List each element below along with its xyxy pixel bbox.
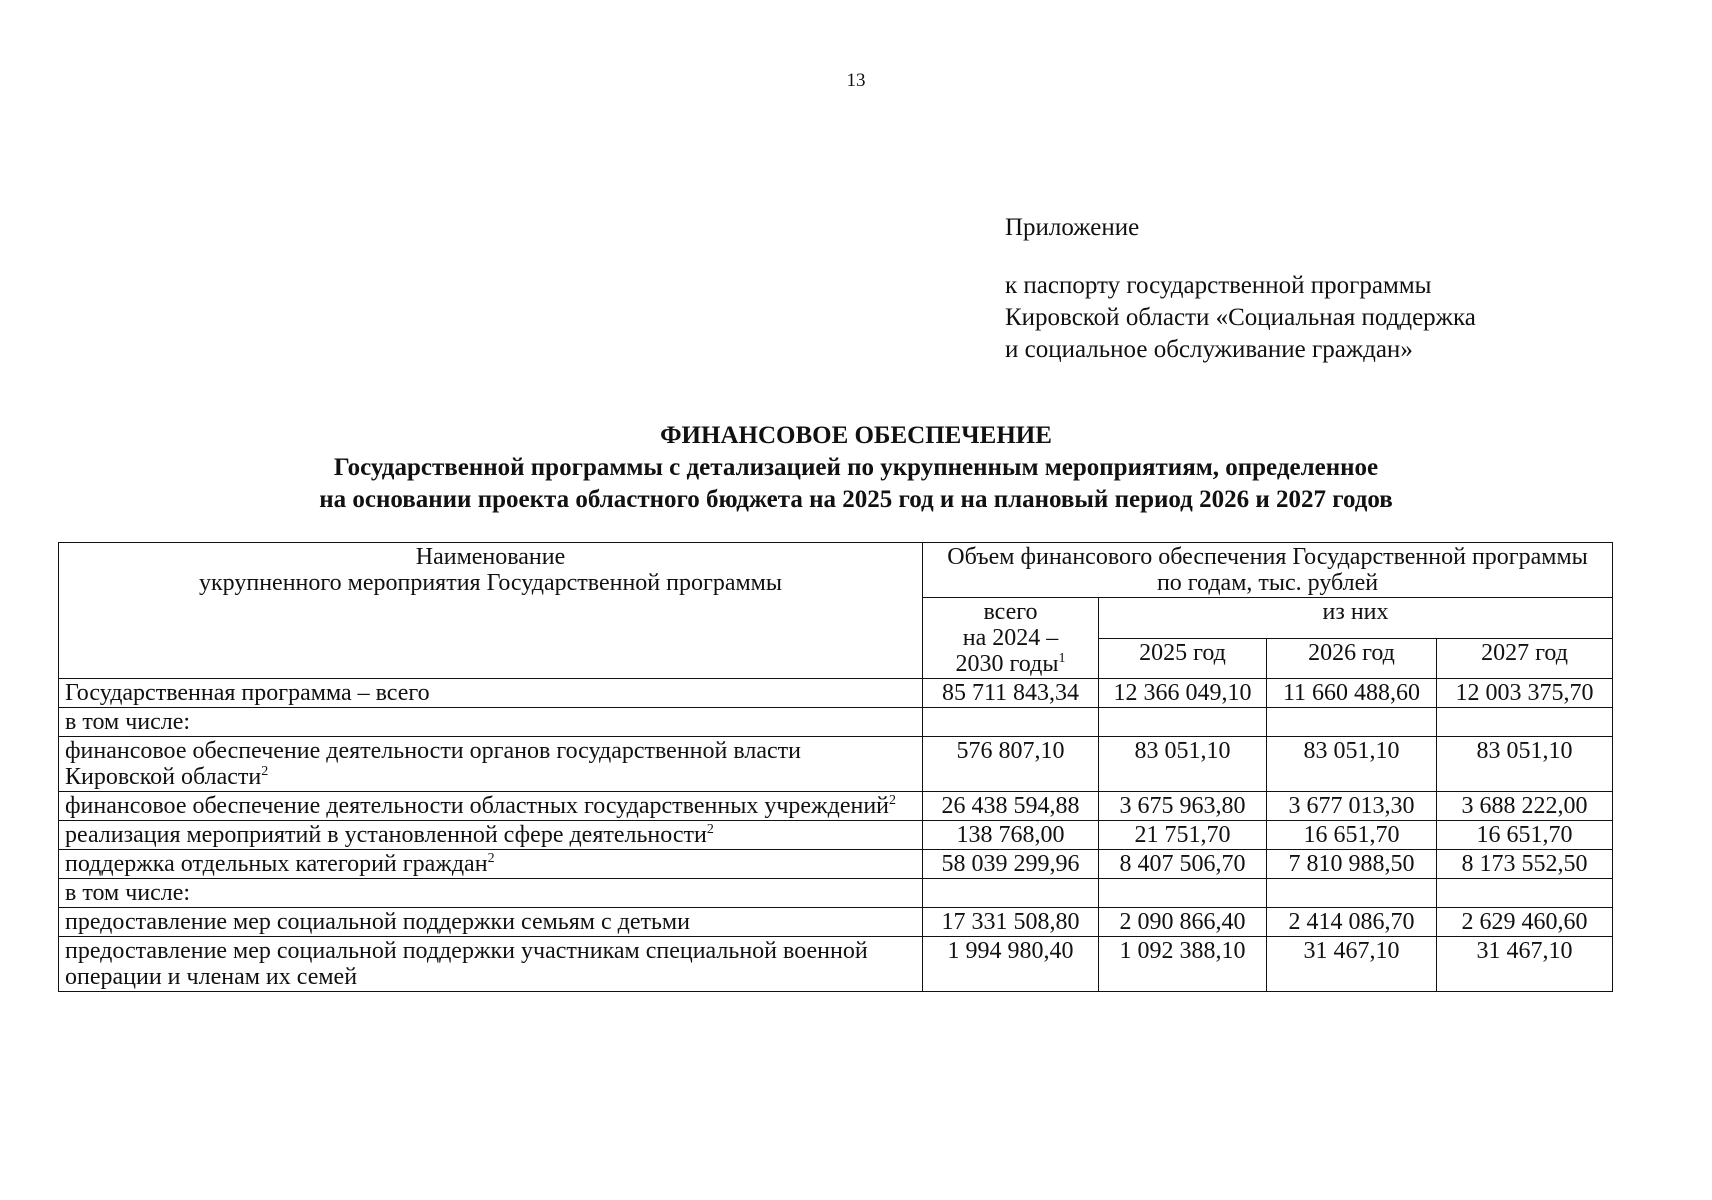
row-total-cell (923, 879, 1099, 908)
row-name-cell (59, 679, 923, 708)
footnote-marker: 1 (1058, 651, 1066, 666)
financing-table (58, 542, 1613, 992)
header-volume-line: по годам, тыс. рублей (1156, 570, 1379, 596)
row-2027-cell: 16 651,70 (1437, 821, 1613, 850)
table-row (59, 879, 1613, 908)
footnote-marker: 2 (706, 822, 714, 837)
row-name: реализация мероприятий в установленной сфере деятельности (65, 822, 707, 848)
title-sub-line: Государственной программы с детализацией по укрупненным мероприятиям, определенное (333, 454, 1379, 481)
row-2026-cell (1267, 879, 1437, 908)
row-total-cell: 1 994 980,40 (923, 937, 1099, 992)
header-volume-line: Объем финансового обеспечения Государственной программы (947, 544, 1588, 570)
table-row (59, 708, 1613, 737)
row-2026-cell: 2 414 086,70 (1267, 908, 1437, 937)
row-total-cell: 85 711 843,34 (923, 679, 1099, 708)
row-total-cell: 576 807,10 (923, 737, 1099, 792)
row-2025-cell: 2 090 866,40 (1099, 908, 1267, 937)
row-name: в том числе: (65, 880, 191, 906)
row-2025-cell: 21 751,70 (1099, 821, 1267, 850)
appendix-line: Кировской области «Социальная поддержка (1005, 304, 1476, 331)
header-total-line (929, 651, 1092, 677)
row-name: поддержка отдельных категорий граждан (65, 851, 488, 877)
row-2025-cell (1099, 879, 1267, 908)
row-name: Государственная программа – всего (65, 680, 430, 706)
row-2027-cell: 8 173 552,50 (1437, 850, 1613, 879)
row-2026-cell: 3 677 013,30 (1267, 792, 1437, 821)
header-year-2026: 2026 год (1267, 638, 1437, 679)
row-name: в том числе: (65, 709, 191, 735)
row-2027-cell (1437, 708, 1613, 737)
table-row (59, 792, 1613, 821)
row-total-cell: 58 039 299,96 (923, 850, 1099, 879)
row-2027-cell: 83 051,10 (1437, 737, 1613, 792)
appendix-block (1005, 212, 1476, 366)
row-2026-cell: 16 651,70 (1267, 821, 1437, 850)
header-of-them-cell: из них (1099, 598, 1613, 639)
table-row (59, 850, 1613, 879)
row-2025-cell (1099, 708, 1267, 737)
appendix-line: к паспорту государственной программы (1005, 272, 1432, 299)
row-2026-cell: 7 810 988,50 (1267, 850, 1437, 879)
row-name: предоставление мер социальной поддержки семьям с детьми (65, 909, 690, 935)
table-body (59, 679, 1613, 992)
row-name-cell (59, 908, 923, 937)
row-2027-cell: 3 688 222,00 (1437, 792, 1613, 821)
row-2026-cell: 31 467,10 (1267, 937, 1437, 992)
header-total-text: 2030 годы (955, 651, 1059, 677)
row-2026-cell: 83 051,10 (1267, 737, 1437, 792)
table-row (59, 908, 1613, 937)
header-total-line: на 2024 – (962, 625, 1059, 651)
row-name-cell (59, 937, 923, 992)
row-2025-cell: 8 407 506,70 (1099, 850, 1267, 879)
row-2027-cell: 2 629 460,60 (1437, 908, 1613, 937)
appendix-line: и социальное обслуживание граждан» (1005, 336, 1413, 363)
row-2025-cell: 12 366 049,10 (1099, 679, 1267, 708)
row-name-cell (59, 850, 923, 879)
header-year-2025: 2025 год (1099, 638, 1267, 679)
row-2025-cell: 3 675 963,80 (1099, 792, 1267, 821)
table-row (59, 821, 1613, 850)
document-title (0, 420, 1712, 516)
footnote-marker: 2 (889, 793, 897, 808)
row-name: предоставление мер социальной поддержки участникам специальной военной операции и членам их семей (65, 938, 868, 990)
row-2027-cell: 31 467,10 (1437, 937, 1613, 992)
header-name-line: укрупненного мероприятия Государственной программы (199, 570, 782, 596)
row-total-cell: 26 438 594,88 (923, 792, 1099, 821)
header-volume-cell (923, 543, 1613, 598)
row-name-cell (59, 708, 923, 737)
header-total-line: всего (983, 599, 1038, 625)
row-2026-cell (1267, 708, 1437, 737)
footnote-marker: 2 (261, 764, 269, 779)
appendix-label: Приложение (1005, 214, 1140, 241)
row-2025-cell: 83 051,10 (1099, 737, 1267, 792)
table-row (59, 737, 1613, 792)
row-total-cell: 138 768,00 (923, 821, 1099, 850)
row-2025-cell: 1 092 388,10 (1099, 937, 1267, 992)
header-total-cell (923, 598, 1099, 679)
page-number: 13 (846, 70, 866, 91)
row-2026-cell: 11 660 488,60 (1267, 679, 1437, 708)
row-2027-cell: 12 003 375,70 (1437, 679, 1613, 708)
row-name: финансовое обеспечение деятельности областных государственных учреждений (65, 793, 890, 819)
table-row (59, 679, 1613, 708)
header-year-2027: 2027 год (1437, 638, 1613, 679)
row-total-cell: 17 331 508,80 (923, 908, 1099, 937)
row-name-cell (59, 821, 923, 850)
row-2027-cell (1437, 879, 1613, 908)
title-main: ФИНАНСОВОЕ ОБЕСПЕЧЕНИЕ (660, 422, 1052, 449)
header-name-line: Наименование (415, 544, 566, 570)
row-name-cell (59, 879, 923, 908)
row-name: финансовое обеспечение деятельности органов государственной власти Кировской области (65, 738, 801, 790)
table-row (59, 937, 1613, 992)
footnote-marker: 2 (487, 851, 495, 866)
row-total-cell (923, 708, 1099, 737)
row-name-cell (59, 737, 923, 792)
row-name-cell (59, 792, 923, 821)
header-name-cell (59, 543, 923, 679)
title-sub-line: на основании проекта областного бюджета на 2025 год и на плановый период 2026 и 2027 годов (319, 486, 1393, 513)
